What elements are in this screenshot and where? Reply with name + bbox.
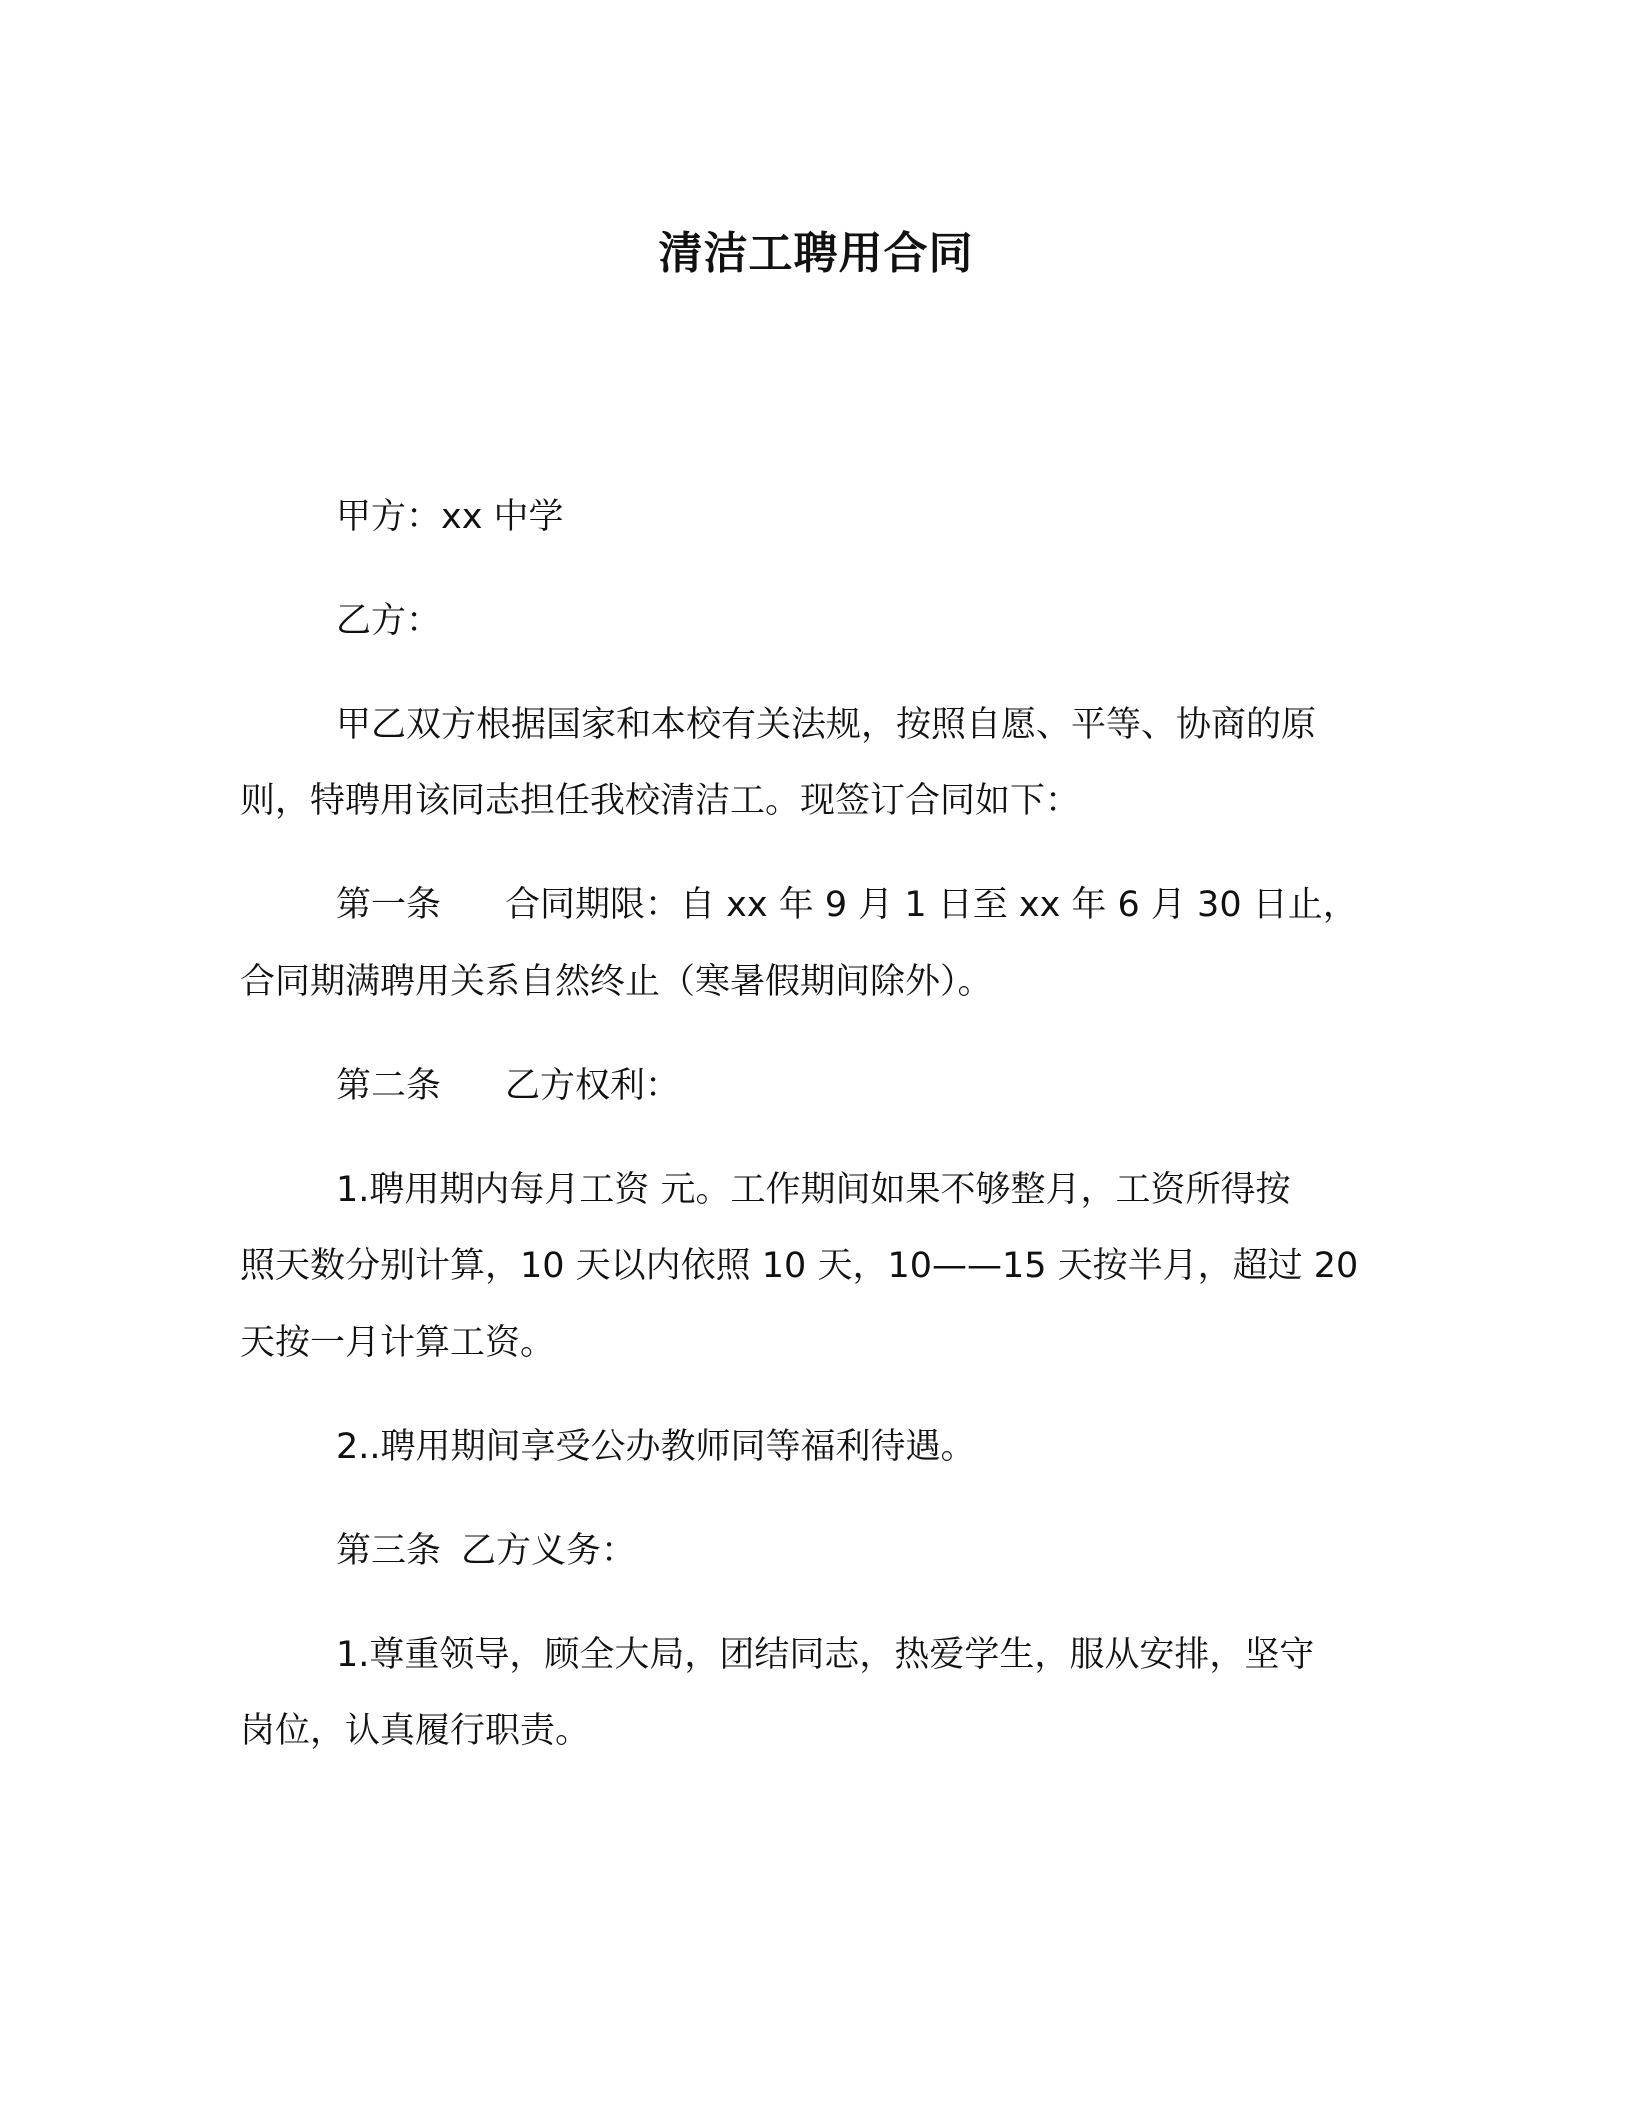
article-1-line-1: [336, 881, 1396, 929]
article-1-text: 合同期限：自 xx 年 9 月 1 日至 xx 年 6 月 30 日止，: [505, 885, 1358, 925]
document-title: 清洁工聘用合同: [658, 228, 974, 279]
article-2-item-1-line-1: 1.聘用期内每月工资 元。工作期间如果不够整月，工资所得按: [336, 1170, 1291, 1210]
intro-line-1: 甲乙双方根据国家和本校有关法规，按照自愿、平等、协商的原: [336, 705, 1317, 745]
article-2-heading-line: [336, 1062, 1396, 1110]
party-b: 乙方：: [336, 601, 442, 641]
article-2-item-1-line-2: 照天数分别计算，10 天以内依照 10 天，10——15 天按半月，超过 20: [240, 1246, 1359, 1286]
party-a: 甲方：xx 中学: [336, 497, 564, 537]
article-3-heading-line: [336, 1527, 1396, 1575]
article-3-item-1-line-2: 岗位，认真履行职责。: [240, 1711, 591, 1751]
article-2-heading: 第二条: [336, 1066, 442, 1106]
article-3-title: 乙方义务：: [461, 1531, 637, 1571]
article-1-heading: 第一条: [336, 885, 442, 925]
article-2-item-2: 2..聘用期间享受公办教师同等福利待遇。: [336, 1427, 976, 1467]
intro-line-2: 则，特聘用该同志担任我校清洁工。现签订合同如下：: [240, 781, 1081, 821]
article-2-title: 乙方权利：: [505, 1066, 681, 1106]
article-3-item-1-line-1: 1.尊重领导，顾全大局，团结同志，热爱学生，服从安排，坚守: [336, 1635, 1315, 1675]
article-1-line-2: 合同期满聘用关系自然终止（寒暑假期间除外）。: [240, 962, 993, 1002]
article-3-heading: 第三条: [336, 1531, 442, 1571]
article-2-item-1-line-3: 天按一月计算工资。: [240, 1323, 556, 1363]
